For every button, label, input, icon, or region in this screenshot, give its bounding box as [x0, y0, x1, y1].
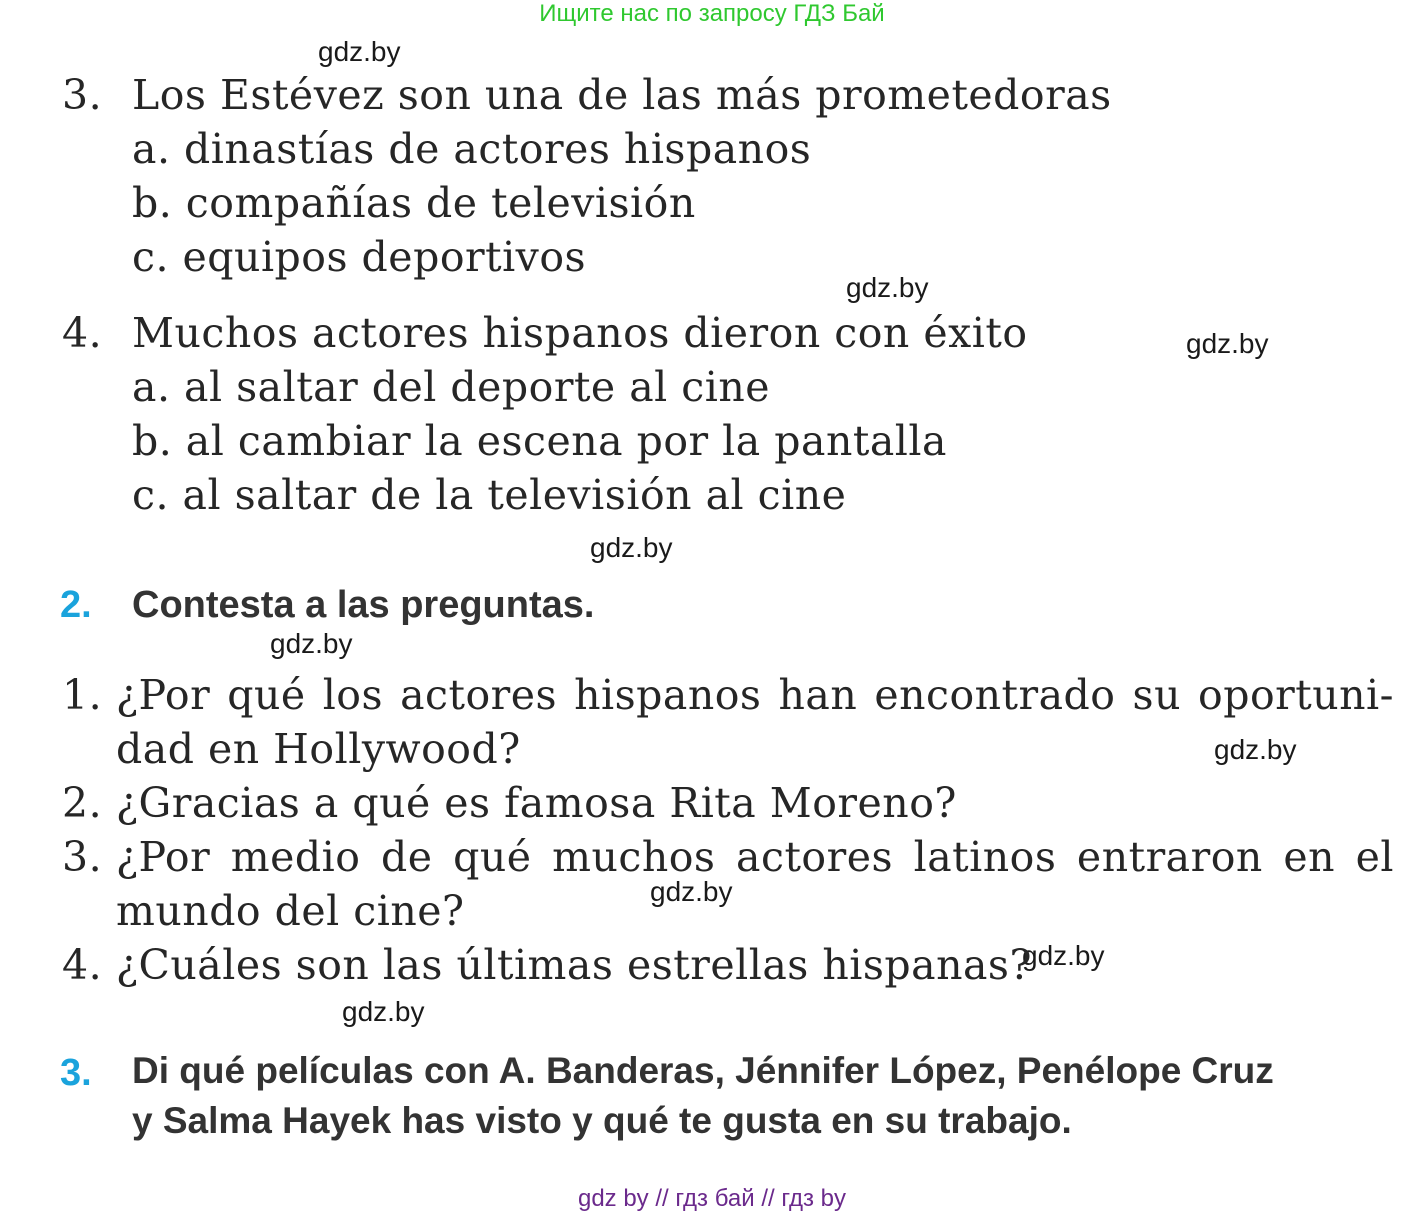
task-number: 3.	[60, 1052, 92, 1094]
question-text: ¿Por qué los actores hispanos han encontrado su oportuni-	[116, 671, 1394, 719]
question-number: 3.	[62, 833, 103, 881]
watermark: gdz.by	[650, 876, 733, 907]
watermark: gdz.by	[1214, 734, 1297, 765]
watermark: gdz.by	[1186, 328, 1269, 359]
question-number: 1.	[62, 671, 103, 719]
task-title: Contesta a las preguntas.	[132, 584, 595, 626]
option-b: b. compañías de televisión	[132, 179, 696, 227]
footer-watermark: gdz by // гдз бай // гдз by	[577, 1185, 847, 1212]
watermark: gdz.by	[318, 36, 401, 67]
watermark: gdz.by	[590, 532, 673, 563]
watermark: gdz.by	[342, 996, 425, 1027]
watermark: gdz.by	[270, 628, 353, 659]
question-text: mundo del cine?	[116, 887, 465, 935]
question-text: ¿Por medio de qué muchos actores latinos entraron en el	[116, 833, 1394, 881]
task-number: 2.	[60, 584, 92, 626]
option-c: c. al saltar de la televisión al cine	[132, 471, 847, 519]
top-banner: Ищите нас по запросу ГДЗ Бай	[539, 0, 885, 27]
task-text: y Salma Hayek has visto y qué te gusta en su trabajo.	[132, 1100, 1072, 1141]
question-text: ¿Gracias a qué es famosa Rita Moreno?	[116, 779, 957, 827]
watermark: gdz.by	[846, 272, 929, 303]
task-text: Di qué películas con A. Banderas, Jénnifer López, Penélope Cruz	[132, 1050, 1274, 1091]
item-question: Muchos actores hispanos dieron con éxito	[132, 309, 1028, 357]
question-number: 2.	[62, 779, 103, 827]
item-question: Los Estévez son una de las más prometedoras	[132, 71, 1112, 119]
question-text: dad en Hollywood?	[116, 725, 521, 773]
question-text: ¿Cuáles son las últimas estrellas hispanas?	[116, 941, 1032, 989]
watermark: gdz.by	[1022, 940, 1105, 971]
item-number: 3.	[62, 71, 103, 119]
option-b: b. al cambiar la escena por la pantalla	[132, 417, 947, 465]
option-a: a. dinastías de actores hispanos	[132, 125, 812, 173]
option-a: a. al saltar del deporte al cine	[132, 363, 771, 411]
item-number: 4.	[62, 309, 103, 357]
question-number: 4.	[62, 941, 103, 989]
option-c: c. equipos deportivos	[132, 233, 587, 281]
